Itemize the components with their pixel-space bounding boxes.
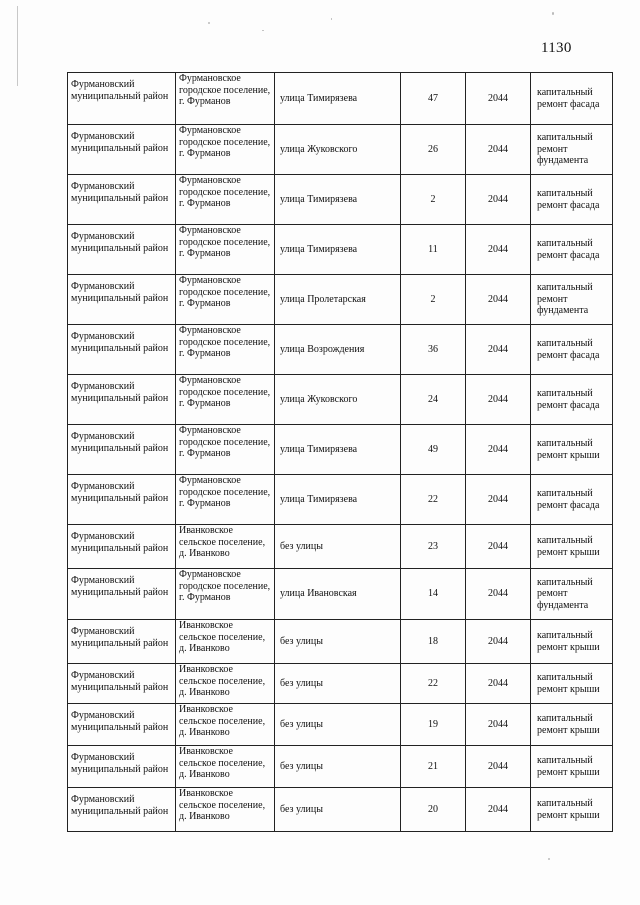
table-row [68,73,613,125]
table-body [68,73,613,832]
house-number-cell: 47 [401,73,466,125]
house-number-cell: 49 [401,425,466,475]
house-number-cell: 26 [401,125,466,175]
house-number-cell: 21 [401,746,466,788]
district-cell: Фурмановский муниципальный район [68,525,176,569]
scan-speck [208,22,210,24]
house-number-cell: 18 [401,620,466,664]
district-cell: Фурмановский муниципальный район [68,73,176,125]
table-row [68,425,613,475]
scan-speck [262,30,264,31]
work-type-cell: капитальный ремонт фундамента [531,125,613,175]
work-type-cell: капитальный ремонт крыши [531,664,613,704]
work-type-cell: капитальный ремонт фундамента [531,275,613,325]
district-cell: Фурмановский муниципальный район [68,225,176,275]
house-number-cell: 14 [401,569,466,620]
work-type-cell: капитальный ремонт фасада [531,325,613,375]
work-type-cell: капитальный ремонт фасада [531,225,613,275]
street-cell: без улицы [275,788,401,832]
house-number-cell: 11 [401,225,466,275]
year-cell: 2044 [466,73,531,125]
street-cell: без улицы [275,664,401,704]
district-cell: Фурмановский муниципальный район [68,704,176,746]
table-row [68,569,613,620]
settlement-cell: Фурмановское городское поселение, г. Фурманов [176,175,275,225]
street-cell: без улицы [275,620,401,664]
table-row [68,225,613,275]
work-type-cell: капитальный ремонт фундамента [531,569,613,620]
table-row [68,175,613,225]
work-type-cell: капитальный ремонт фасада [531,375,613,425]
table-row [68,746,613,788]
year-cell: 2044 [466,175,531,225]
settlement-cell: Фурмановское городское поселение, г. Фурманов [176,275,275,325]
page-number: 1130 [541,40,572,56]
work-type-cell: капитальный ремонт крыши [531,620,613,664]
settlement-cell: Иванковское сельское поселение, д. Иванково [176,788,275,832]
settlement-cell: Фурмановское городское поселение, г. Фурманов [176,475,275,525]
year-cell: 2044 [466,325,531,375]
work-type-cell: капитальный ремонт фасада [531,475,613,525]
house-number-cell: 22 [401,475,466,525]
work-type-cell: капитальный ремонт фасада [531,73,613,125]
year-cell: 2044 [466,475,531,525]
year-cell: 2044 [466,125,531,175]
district-cell: Фурмановский муниципальный район [68,475,176,525]
year-cell: 2044 [466,620,531,664]
house-number-cell: 19 [401,704,466,746]
district-cell: Фурмановский муниципальный район [68,620,176,664]
district-cell: Фурмановский муниципальный район [68,664,176,704]
street-cell: улица Жуковского [275,375,401,425]
district-cell: Фурмановский муниципальный район [68,375,176,425]
settlement-cell: Иванковское сельское поселение, д. Иванково [176,664,275,704]
house-number-cell: 2 [401,175,466,225]
settlement-cell: Фурмановское городское поселение, г. Фурманов [176,73,275,125]
scan-speck [331,18,332,20]
settlement-cell: Иванковское сельское поселение, д. Иванково [176,525,275,569]
street-cell: улица Ивановская [275,569,401,620]
year-cell: 2044 [466,225,531,275]
street-cell: улица Пролетарская [275,275,401,325]
year-cell: 2044 [466,375,531,425]
table-row [68,125,613,175]
district-cell: Фурмановский муниципальный район [68,425,176,475]
year-cell: 2044 [466,664,531,704]
house-number-cell: 24 [401,375,466,425]
settlement-cell: Фурмановское городское поселение, г. Фурманов [176,325,275,375]
street-cell: улица Тимирязева [275,225,401,275]
district-cell: Фурмановский муниципальный район [68,175,176,225]
settlement-cell: Иванковское сельское поселение, д. Иванково [176,746,275,788]
work-type-cell: капитальный ремонт крыши [531,525,613,569]
house-number-cell: 22 [401,664,466,704]
house-number-cell: 20 [401,788,466,832]
scan-speck [548,858,550,860]
settlement-cell: Иванковское сельское поселение, д. Иванково [176,704,275,746]
year-cell: 2044 [466,704,531,746]
house-number-cell: 23 [401,525,466,569]
settlement-cell: Фурмановское городское поселение, г. Фурманов [176,425,275,475]
repair-schedule-table [67,72,613,832]
table-row [68,475,613,525]
street-cell: без улицы [275,525,401,569]
street-cell: улица Тимирязева [275,475,401,525]
house-number-cell: 2 [401,275,466,325]
table-row [68,525,613,569]
house-number-cell: 36 [401,325,466,375]
settlement-cell: Фурмановское городское поселение, г. Фурманов [176,225,275,275]
table-row [68,664,613,704]
street-cell: улица Тимирязева [275,175,401,225]
work-type-cell: капитальный ремонт крыши [531,788,613,832]
table-row [68,788,613,832]
scan-margin-line [17,6,18,86]
table-row [68,325,613,375]
street-cell: без улицы [275,704,401,746]
settlement-cell: Фурмановское городское поселение, г. Фурманов [176,569,275,620]
district-cell: Фурмановский муниципальный район [68,275,176,325]
table-row [68,275,613,325]
work-type-cell: капитальный ремонт фасада [531,175,613,225]
settlement-cell: Иванковское сельское поселение, д. Иванково [176,620,275,664]
year-cell: 2044 [466,525,531,569]
district-cell: Фурмановский муниципальный район [68,788,176,832]
work-type-cell: капитальный ремонт крыши [531,425,613,475]
district-cell: Фурмановский муниципальный район [68,569,176,620]
year-cell: 2044 [466,746,531,788]
year-cell: 2044 [466,275,531,325]
street-cell: без улицы [275,746,401,788]
work-type-cell: капитальный ремонт крыши [531,704,613,746]
work-type-cell: капитальный ремонт крыши [531,746,613,788]
scan-speck [552,12,554,15]
year-cell: 2044 [466,569,531,620]
table-row [68,620,613,664]
table-row [68,704,613,746]
street-cell: улица Тимирязева [275,425,401,475]
year-cell: 2044 [466,788,531,832]
street-cell: улица Возрождения [275,325,401,375]
district-cell: Фурмановский муниципальный район [68,746,176,788]
street-cell: улица Жуковского [275,125,401,175]
table-row [68,375,613,425]
district-cell: Фурмановский муниципальный район [68,125,176,175]
year-cell: 2044 [466,425,531,475]
settlement-cell: Фурмановское городское поселение, г. Фурманов [176,125,275,175]
settlement-cell: Фурмановское городское поселение, г. Фурманов [176,375,275,425]
street-cell: улица Тимирязева [275,73,401,125]
district-cell: Фурмановский муниципальный район [68,325,176,375]
